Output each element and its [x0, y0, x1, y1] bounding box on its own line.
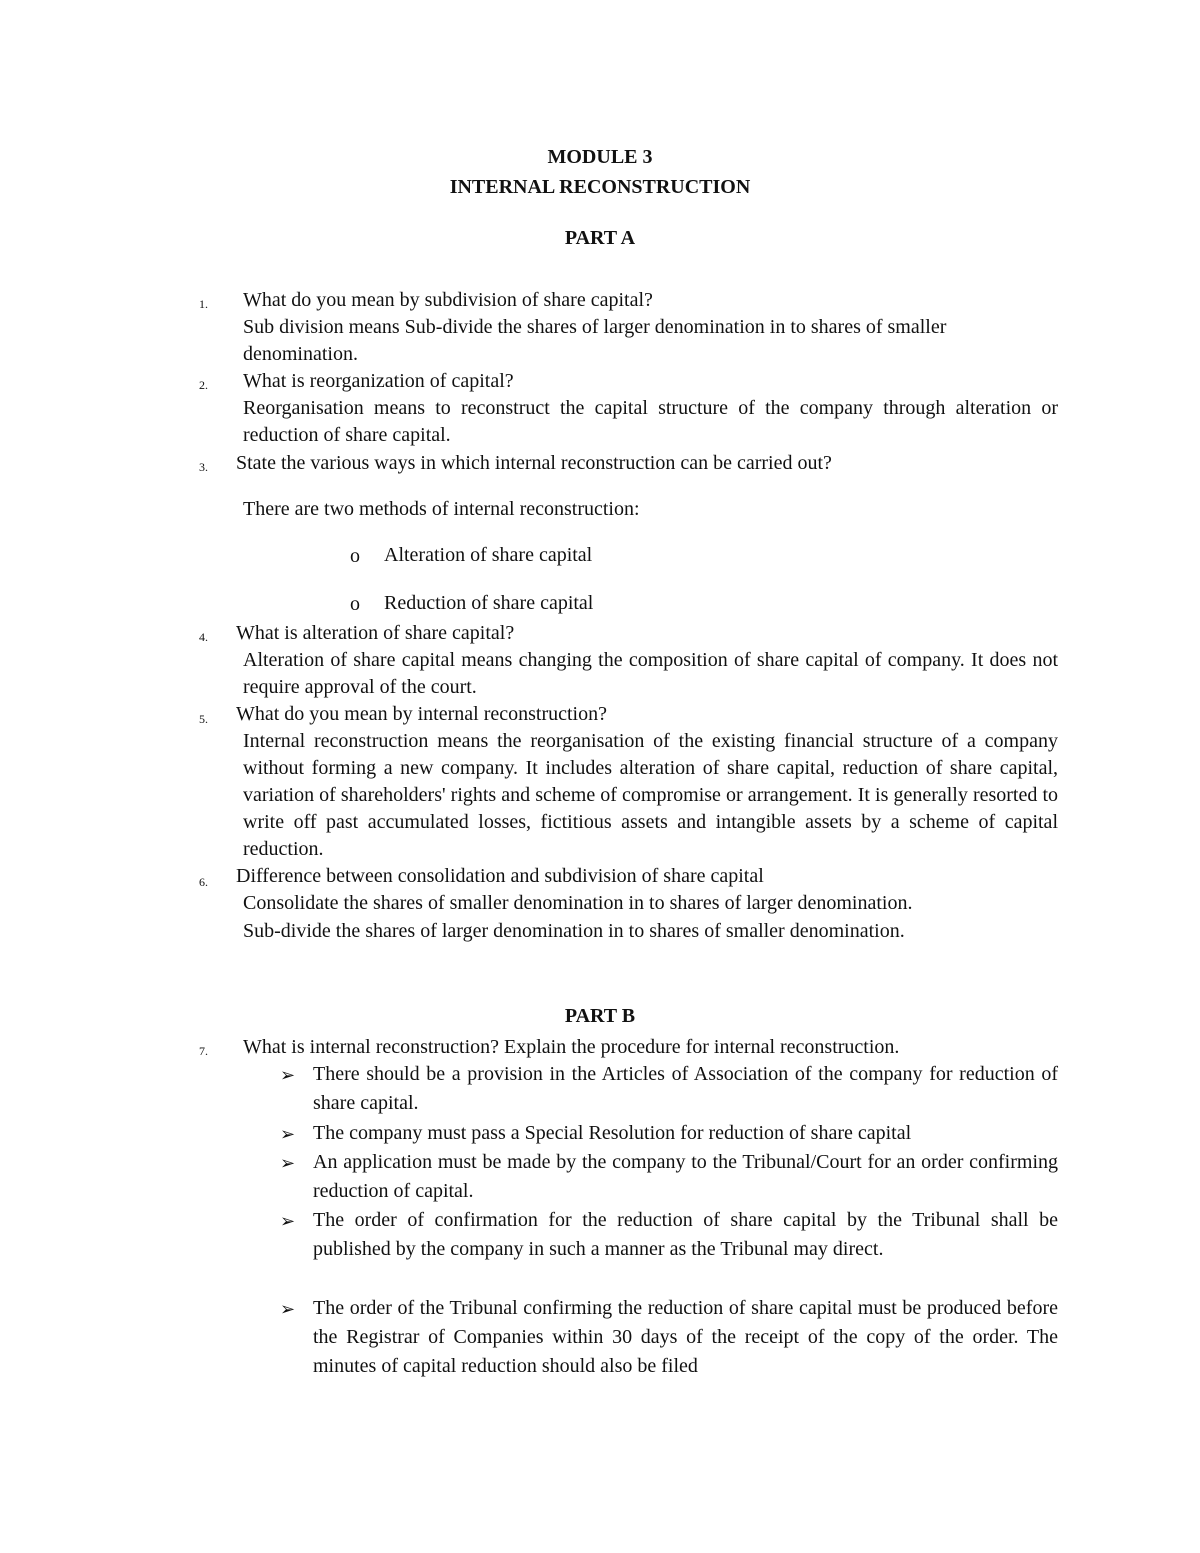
answer-text: There are two methods of internal reconstruction: [243, 498, 640, 520]
answer-text: Sub division means Sub-divide the shares of larger denomination in to shares of smaller denomination. [243, 316, 947, 365]
module-heading: MODULE 3 [547, 146, 653, 168]
question-number: 3. [199, 460, 208, 474]
arrow-bullet-icon: ➢ [280, 1299, 296, 1320]
question-text: Difference between consolidation and subdivision of share capital [236, 865, 764, 887]
question-text: What do you mean by subdivision of share capital? [243, 289, 653, 311]
answer-text: Consolidate the shares of smaller denomination in to shares of larger denomination. [243, 892, 913, 914]
list-item: There should be a provision in the Articles of Association of the company for reduction of share capital. [313, 1063, 1058, 1114]
document-title: INTERNAL RECONSTRUCTION [449, 176, 751, 198]
question-number: 1. [199, 297, 208, 311]
answer-text: Internal reconstruction means the reorganisation of the existing financial structure of a company without forming a new company. It includes alteration of share capital, reduction of share capital, variation of shareholders' rights and scheme of compromise or arrangement. It is generally resorted to write off past accumulated losses, fictitious assets and intangible assets by a scheme of capital reduction. [243, 730, 1058, 860]
bullet-o-icon: o [350, 593, 360, 615]
arrow-bullet-icon: ➢ [280, 1153, 296, 1174]
arrow-bullet-icon: ➢ [280, 1211, 296, 1232]
arrow-bullet-icon: ➢ [280, 1065, 296, 1086]
question-text: What is internal reconstruction? Explain the procedure for internal reconstruction. [243, 1036, 900, 1058]
question-number: 2. [199, 378, 208, 392]
answer-text: Reorganisation means to reconstruct the capital structure of the company through alteration or reduction of share capital. [243, 397, 1058, 446]
list-item: An application must be made by the company to the Tribunal/Court for an order confirming reduction of capital. [313, 1151, 1058, 1202]
question-number: 4. [199, 630, 208, 644]
question-text: What is alteration of share capital? [236, 622, 515, 644]
question-number: 7. [199, 1044, 208, 1058]
list-item: The company must pass a Special Resolution for reduction of share capital [313, 1122, 912, 1144]
answer-text: Sub-divide the shares of larger denomination in to shares of smaller denomination. [243, 920, 905, 942]
list-item: Reduction of share capital [384, 592, 594, 614]
list-item: The order of the Tribunal confirming the reduction of share capital must be produced before the Registrar of Companies within 30 days of the receipt of the copy of the order. The minutes of capital reduction should also be filed [313, 1297, 1058, 1377]
question-number: 6. [199, 875, 208, 889]
question-text: What do you mean by internal reconstruction? [236, 703, 607, 725]
bullet-o-icon: o [350, 545, 360, 567]
answer-text: Alteration of share capital means changing the composition of share capital of company. It does not require approval of the court. [243, 649, 1058, 698]
question-text: State the various ways in which internal reconstruction can be carried out? [236, 452, 832, 474]
question-number: 5. [199, 712, 208, 726]
part-a-heading: PART A [564, 227, 636, 249]
question-text: What is reorganization of capital? [243, 370, 514, 392]
part-b-heading: PART B [564, 1005, 636, 1027]
list-item: Alteration of share capital [384, 544, 593, 566]
arrow-bullet-icon: ➢ [280, 1124, 296, 1145]
list-item: The order of confirmation for the reduction of share capital by the Tribunal shall be published by the company in such a manner as the Tribunal may direct. [313, 1209, 1058, 1260]
